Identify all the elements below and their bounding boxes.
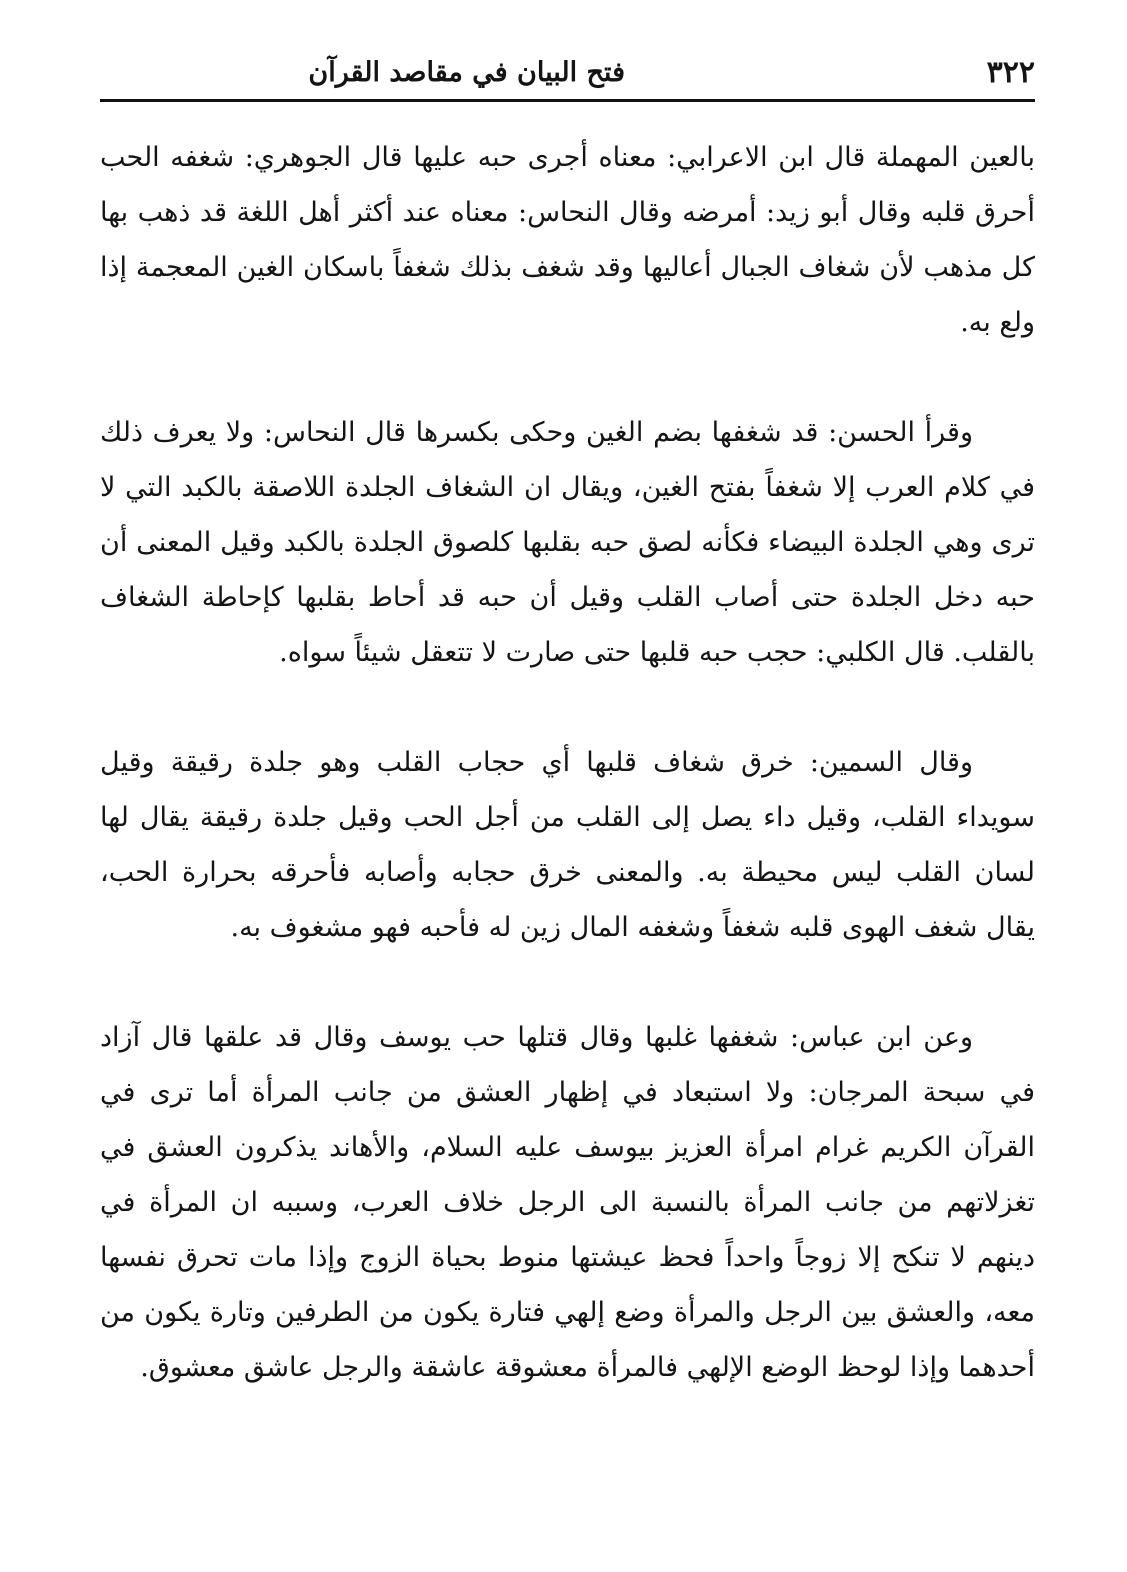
paragraph-3: وقال السمين: خرق شغاف قلبها أي حجاب القلب وهو جلدة رقيقة وقيل سويداء القلب، وقيل داء يصل إلى القلب من أجل الحب وقيل جلدة رقيقة يقال لها لسان القلب ليس محيطة به. والمعنى خرق حجابه وأصابه فأحرقه بحرارة الحب، يقال شغف الهوى قلبه شغفاً وشغفه المال زين له فأحبه فهو مشغوف به. [100, 747, 1035, 943]
page-number: ٣٢٢ [986, 55, 1035, 90]
body-text [100, 130, 1035, 1395]
paragraph-1: بالعين المهملة قال ابن الاعرابي: معناه أجرى حبه عليها قال الجوهري: شغفه الحب أحرق قلبه وقال أبو زيد: أمرضه وقال النحاس: معناه عند أكثر أهل اللغة قد ذهب بها كل مذهب لأن شغاف الجبال أعاليها وقد شغف بذلك شغفاً باسكان الغين المعجمة إذا ولع به. [100, 142, 1035, 338]
book-title: فتح البيان في مقاصد القرآن [308, 57, 625, 88]
paragraph-4: وعن ابن عباس: شغفها غلبها وقال قتلها حب يوسف وقال قد علقها قال آزاد في سبحة المرجان: ولا استبعاد في إظهار العشق من جانب المرأة أما ترى في القرآن الكريم غرام امرأة العزيز بيوسف عليه السلام، والأهاند يذكرون العشق في تغزلاتهم من جانب المرأة بالنسبة الى الرجل خلاف العرب، وسببه ان المرأة في دينهم لا تنكح إلا زوجاً واحداً فحظ عيشتها منوط بحياة الزوج وإذا مات تحرق نفسها معه، والعشق بين الرجل والمرأة وضع إلهي فتارة يكون من الطرفين وتارة يكون من أحدهما وإذا لوحظ الوضع الإلهي فالمرأة معشوقة عاشقة والرجل عاشق معشوق. [100, 1022, 1035, 1383]
paragraph-2: وقرأ الحسن: قد شغفها بضم الغين وحكى بكسرها قال النحاس: ولا يعرف ذلك في كلام العرب إلا شغفاً بفتح الغين، ويقال ان الشغاف الجلدة اللاصقة بالكبد التي لا ترى وهي الجلدة البيضاء فكأنه لصق حبه بقلبها كلصوق الجلدة بالكبد وقيل المعنى أن حبه دخل الجلدة حتى أصاب القلب وقيل أن حبه قد أحاط بقلبها كإحاطة الشغاف بالقلب. قال الكلبي: حجب حبه قلبها حتى صارت لا تتعقل شيئاً سواه. [100, 417, 1035, 668]
running-header [100, 52, 1035, 94]
header-divider [100, 99, 1035, 102]
